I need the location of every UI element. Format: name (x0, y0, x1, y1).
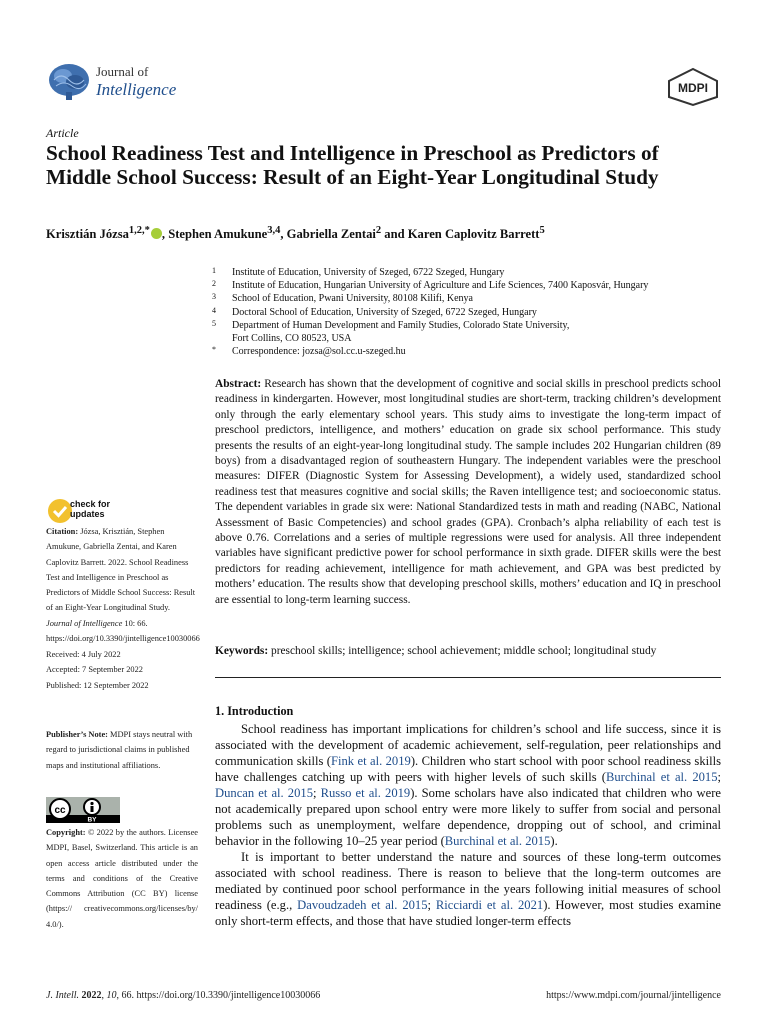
citation-label: Citation: (46, 527, 79, 536)
cc-by-text: BY (87, 816, 97, 823)
citation-text: Józsa, Krisztián, Stephen Amukune, Gabriella Zentai, and Karen Caplovitz Barrett. 2022. School Readiness Test and Intelligence in Preschool as Predictors of Middle School Success: Result of an Eight-Year Longitudinal Study. (46, 527, 196, 613)
received-date: Received: 4 July 2022 (46, 650, 121, 659)
cc-glyph: cc (54, 805, 66, 816)
affiliation-item: 2 Institute of Education, Hungarian University of Agriculture and Life Sciences, 7400 Kaposvár, Hungary (212, 279, 649, 292)
footer-year: 2022 (81, 990, 102, 1001)
affiliation-item: 4 Doctoral School of Education, University of Szeged, 6722 Szeged, Hungary (212, 305, 537, 318)
author-name: Krisztián Józsa (46, 227, 129, 242)
brain-icon (46, 58, 92, 104)
citation-link[interactable]: Davoudzadeh et al. 2015 (297, 898, 428, 912)
journal-name: Intelligence (96, 80, 177, 99)
author-list: Krisztián Józsa$^{1,2,*}$ , Stephen Amukune$^{3,4}$, Gabriella Zentai$^2$ and Karen Caplovitz Barrett$^5$ (46, 225, 545, 242)
citation-link[interactable]: Russo et al. 2019 (320, 786, 411, 800)
citation-link[interactable]: Fink et al. 2019 (330, 754, 411, 768)
footer-volume: 10 (106, 990, 117, 1001)
footer-journal-abbr: J. Intell. (46, 990, 80, 1001)
author-name: Stephen Amukune (168, 227, 268, 242)
correspondence-item: * Correspondence: jozsa@sol.cc.u-szeged.hu (212, 345, 406, 358)
affiliation-item: 1 Institute of Education, University of Szeged, 6722 Szeged, Hungary (212, 266, 505, 278)
article-type: Article (46, 126, 79, 140)
keywords (215, 644, 721, 659)
published-date: Published: 12 September 2022 (46, 680, 149, 690)
affiliations-list (212, 266, 722, 358)
section-divider (215, 677, 721, 678)
citation-link[interactable]: Burchinal et al. 2015 (605, 770, 718, 784)
footer-citation: J. Intell. 2022, 10, 66. https://doi.org/10.3390/jintelligence10030066 (46, 990, 321, 1001)
author-name: Karen Caplovitz Barrett (407, 227, 540, 242)
citation-link[interactable]: Burchinal et al. 2015 (444, 834, 551, 848)
abstract-text: Research has shown that the development of cognitive and social skills in preschool predicts school readiness in kindergarten. However, most longitudinal studies are short-term, tracking children’s development only through the early elementary school years. This study aims to investigate the long-term impact of preschool predictors, intelligence, and mothers’ education on grade six school performance. This study presents the results of an eight-year-long longitudinal study. The sample includes 202 Hungarian children (89 boys) from a disadvantaged region of southeastern Hungary. The independent variables were the preschool measures: DIFER (Diagnostic System for Assessing Development), a widely used, standardized school readiness test that measures cognitive and social skills; the Raven intelligence test; and socioeconomic status. The dependent variables in grade six were: National Standardized tests in math and reading (NABC, National Assessment of Basic Competencies) and school grades (GPA). Cronbach’s alpha reliability of each test is above 0.76. Correlations and a series of multiple regressions were used for analysis. All three independent variables have significant predictive power for school performance in sixth grade. DIFER skills were the best predictors for reading achievement, intelligence for math achievement, and GPA was best predicted by mothers’ education. The results show that developing preschool skills, mothers’ education and IQ in preschool are essential to long-term learning success. (215, 378, 721, 606)
publishers-note-text: MDPI stays neutral with regard to jurisdictional claims in published maps and institutional affiliations. (46, 730, 193, 770)
affiliation-item: 3 School of Education, Pwani University, 80108 Kilifi, Kenya (212, 292, 473, 305)
author-affil-sup: 1,2,* (128, 225, 150, 236)
copyright-label: Copyright: (46, 828, 86, 837)
citation-doi: 10: 66. https://doi.org/10.3390/jintelligence10030066 (46, 618, 200, 644)
paragraph: School readiness has important implications for children’s school and life success, since it is associated with the development of academic achievement, self-regulation, peer relationships and communication skills (Fink et al. 2019). Children who start school with poor school readiness skills have challenges catching up with peers with higher levels of such skills (Burchinal et al. 2015; Duncan et al. 2015; Russo et al. 2019). Some scholars have also indicated that children who were not academically prepared upon school entry were more likely to suffer from social and personal problems such as unemployment, welfare dependence, dropping out of school, and criminal behavior in the following 10–25 year period (Burchinal et al. 2015). (215, 722, 722, 848)
mdpi-logo-text: MDPI (678, 81, 708, 95)
author-name: Gabriella Zentai (286, 227, 376, 242)
author-affil-sup: 2 (375, 225, 382, 236)
copyright-block (46, 825, 198, 932)
citation-link[interactable]: Duncan et al. 2015 (215, 786, 313, 800)
check-for-updates-label[interactable]: check for updates (70, 499, 111, 519)
citation-block (46, 524, 198, 646)
abstract-label: Abstract: (215, 378, 262, 390)
abstract (215, 377, 721, 608)
publication-dates (46, 647, 198, 693)
footer-doi: , 66. https://doi.org/10.3390/jintelligence10030066 (116, 990, 321, 1001)
paragraph: It is important to better understand the nature and sources of these long-term outcomes associated with school readiness. There is reason to believe that the long-term outcomes are mediated by continued poor school performance in the years following initial measures of school readiness (e.g., Davoudzadeh et al. 2015; Ricciardi et al. 2021). However, most studies examine only short-term effects, and those that have studied longer-term effects (215, 850, 721, 928)
accepted-date: Accepted: 7 September 2022 (46, 665, 143, 675)
journal-of-label: Journal of (96, 64, 149, 79)
mdpi-logo[interactable] (665, 67, 721, 107)
publishers-note (46, 727, 198, 773)
publishers-note-label: Publisher’s Note: (46, 730, 108, 739)
author-affil-sup: 3,4 (267, 225, 281, 236)
copyright-text: © 2022 by the authors. Licensee MDPI, Basel, Switzerland. This article is an open access article distributed under the terms and conditions of the Creative Commons Attribution (CC BY) license (https:// creativecommons.org/licenses/by/ 4.0/). (46, 828, 198, 929)
article-title: School Readiness Test and Intelligence in Preschool as Predictors of Middle School Success: Result of an Eight-Year Longitudinal Study (46, 141, 659, 189)
orcid-icon[interactable] (151, 228, 162, 239)
section-heading-introduction: 1. Introduction (215, 704, 294, 718)
affiliation-item: Fort Collins, CO 80523, USA (232, 333, 352, 345)
keywords-text: preschool skills; intelligence; school achievement; middle school; longitudinal study (271, 645, 657, 657)
cc-by-license-icon[interactable] (46, 797, 120, 823)
author-affil-sup: 5 (539, 225, 545, 236)
authors-conjunction: and (384, 227, 405, 242)
introduction-body (215, 721, 721, 929)
keywords-label: Keywords: (215, 645, 269, 657)
footer-journal-url[interactable]: https://www.mdpi.com/journal/jintelligence (546, 990, 721, 1001)
affiliation-item: 5 Department of Human Development and Family Studies, Colorado State University, (212, 318, 570, 331)
citation-journal: Journal of Intelligence (46, 618, 123, 628)
citation-link[interactable]: Ricciardi et al. 2021 (435, 898, 544, 912)
